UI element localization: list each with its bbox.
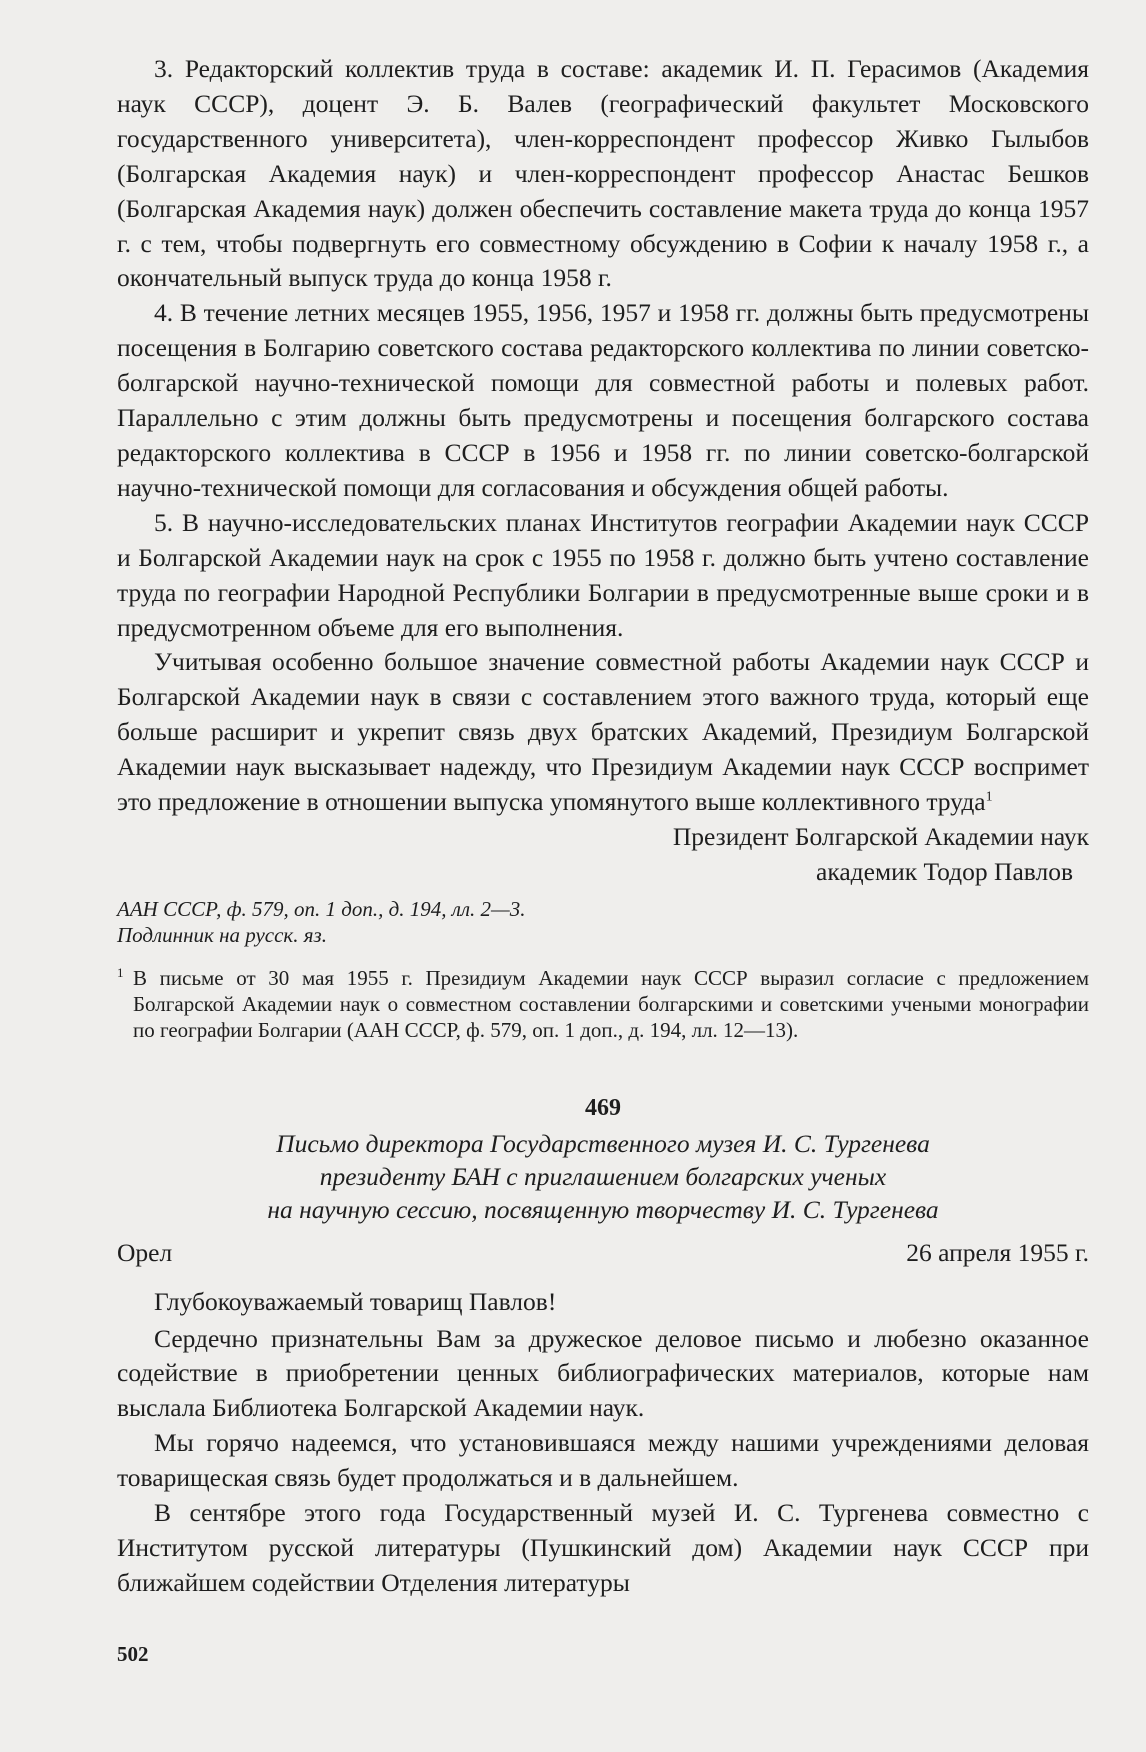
signature-title: Президент Болгарской Академии наук xyxy=(672,821,1089,851)
document-title xyxy=(117,1127,1089,1226)
archive-source: ААН СССР, ф. 579, оп. 1 доп., д. 194, лл. 2—3. xyxy=(117,896,526,921)
footnote xyxy=(117,960,1089,1043)
document-title-line: на научную сессию, посвященную творчеству И. С. Тургенева xyxy=(267,1194,939,1224)
date: 26 апреля 1955 г. xyxy=(906,1237,1089,1267)
letter-paragraph: В сентябре этого года Государственный музей И. С. Тургенева совместно с Институтом русской литературы (Пушкинский дом) Академии наук СССР при ближайшем содействии Отделения литературы xyxy=(117,1498,1089,1597)
archive-original-note: Подлинник на русск. яз. xyxy=(117,922,327,947)
place: Орел xyxy=(117,1237,173,1267)
signature-name: академик Тодор Павлов xyxy=(816,856,1073,886)
dateline xyxy=(117,1236,1089,1271)
footnote-mark: 1 xyxy=(117,964,124,980)
letter-paragraph: Мы горячо надеемся, что установившаяся между нашими учреждениями деловая товарищеская связь будет продолжаться и в дальнейшем. xyxy=(117,1428,1089,1493)
salutation: Глубокоуважаемый товарищ Павлов! xyxy=(154,1286,557,1316)
text-column xyxy=(117,52,1089,1601)
footnote-reference: 1 xyxy=(985,789,993,805)
document-title-line: президенту БАН с приглашением болгарских ученых xyxy=(319,1161,887,1191)
archive-reference xyxy=(117,896,1089,948)
letter-paragraph: Сердечно признательны Вам за дружеское деловое письмо и любезно оказанное содействие в приобретении ценных библиографических материалов, которые нам выслала Библиотека Болгарской Академии наук. xyxy=(117,1323,1089,1423)
document-title-line: Письмо директора Государственного музея И. С. Тургенева xyxy=(276,1128,930,1158)
document-number: 469 xyxy=(585,1094,621,1121)
paragraph-conclusion xyxy=(117,645,1089,820)
paragraph-conclusion-text: Учитывая особенно большое значение совместной работы Академии наук СССР и Болгарской Академии наук в связи с составлением этого важного труда, который еще больше расширит и укрепит связь двух братских Академий, Президиум Болгарской Академии наук высказывает надежду, что Президиум Академии наук СССР воспримет это предложение в отношении выпуска упомянутого выше коллективного труда xyxy=(117,647,1089,817)
paragraph-item-3: 3. Редакторский коллектив труда в составе: академик И. П. Герасимов (Академия наук СССР), доцент Э. Б. Валев (географический факультет Московского государственного университета), член-корреспондент профессор Живко Гылыбов (Болгарская Академия наук) и член-корреспондент профессор Анастас Бешков (Болгарская Академия наук) должен обеспечить составление макета труда до конца 1957 г. с тем, чтобы подвергнуть его совместному обсуждению в Софии к началу 1958 г., а окончательный выпуск труда до конца 1958 г. xyxy=(117,54,1089,293)
footnote-text: В письме от 30 мая 1955 г. Президиум Академии наук СССР выразил согласие с предложением Болгарской Академии наук о совместном составлении болгарскими и советскими учеными монографии по географии Болгарии (ААН СССР, ф. 579, оп. 1 доп., д. 194, лл. 12—13). xyxy=(133,965,1089,1042)
paragraph-item-4: 4. В течение летних месяцев 1955, 1956, 1957 и 1958 гг. должны быть предусмотрены посещения в Болгарию советского состава редакторского коллектива по линии советско-болгарской научно-технической помощи для совместной работы и полевых работ. Параллельно с этим должны быть предусмотрены и посещения болгарского состава редакторского коллектива в СССР в 1956 и 1958 гг. по линии советско-болгарской научно-технической помощи для согласования и обсуждения общей работы. xyxy=(117,298,1089,502)
page-number: 502 xyxy=(117,1642,149,1666)
paragraph-item-5: 5. В научно-исследовательских планах Институтов географии Академии наук СССР и Болгарской Академии наук на срок с 1955 по 1958 г. должно быть учтено составление труда по географии Народной Республики Болгарии в предусмотренные выше сроки и в предусмотренном объеме для его выполнения. xyxy=(117,507,1089,642)
